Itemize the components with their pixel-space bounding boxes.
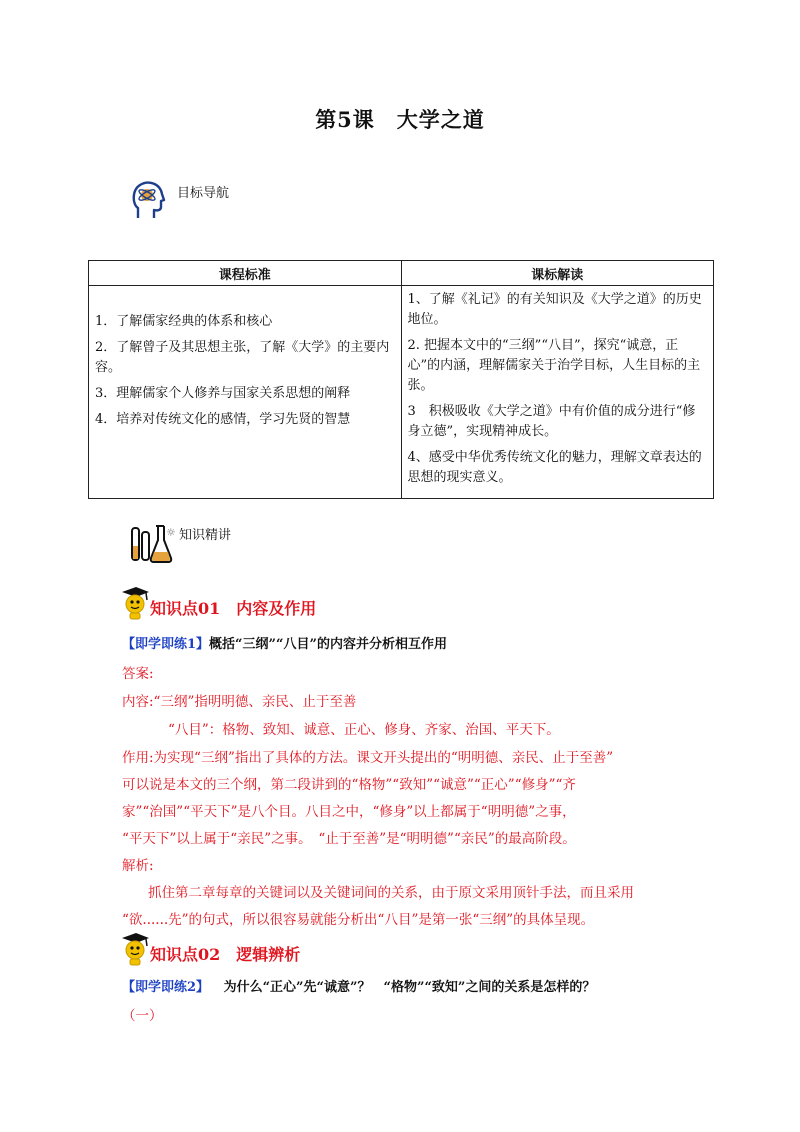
scholar-mascot-icon: [120, 932, 150, 966]
scholar-mascot-icon: [120, 586, 150, 620]
knowledge-point-1-title: 知识点01 内容及作用: [150, 599, 317, 618]
standard-item: 1．了解儒家经典的体系和核心: [95, 314, 273, 329]
drill-1-question: 概括“三纲”“八目”的内容并分析相互作用: [209, 637, 447, 652]
knowledge-label: 知识精讲: [179, 528, 232, 543]
standard-item: 3．理解儒家个人修养与国家关系思想的阐释: [95, 386, 351, 401]
page-title: 第5课 大学之道: [315, 107, 485, 132]
standard-item: 2．了解曾子及其思想主张，了解《大学》的主要内容。: [95, 340, 390, 375]
answer-line: 可以说是本文的三个纲，第二段讲到的“格物”“致知”“诚意”“正心”“修身”“齐: [122, 777, 576, 793]
answer-line: “平天下”以上属于“亲民”之事。 “止于至善”是“明明德”“亲民”的最高阶段。: [122, 831, 576, 847]
interpretation-item: 4、感受中华优秀传统文化的魅力，理解文章表达的思想的现实意义。: [407, 450, 702, 485]
drill-1-tag: 【即学即练1】: [122, 637, 210, 652]
answer-line: 家”“治国”“平天下”是八个目。八目之中，“修身”以上都属于“明明德”之事，: [122, 804, 576, 820]
knowledge-point-2-title: 知识点02 逻辑辨析: [150, 945, 301, 964]
brain-head-icon: [130, 180, 166, 220]
curriculum-table: [88, 260, 714, 499]
analysis-line: 抓住第二章每章的关键词以及关键词间的关系，由于原文采用顶针手法，而且采用: [148, 885, 634, 901]
drill-1: [122, 633, 447, 652]
interpretation-cell: [401, 286, 714, 499]
interpretation-item: 1、了解《礼记》的有关知识及《大学之道》的历史地位。: [407, 292, 702, 327]
drill-2-question: 为什么“正心”先“诚意”？ “格物”“致知”之间的关系是怎样的？: [223, 980, 596, 995]
table-header-interpretation: 课标解读: [401, 261, 714, 286]
analysis-line: “欲......先”的句式，所以很容易就能分析出“八目”是第一张“三纲”的具体呈现。: [122, 912, 595, 928]
answer-line: “八目”：格物、致知、诚意、正心、修身、齐家、治国、平天下。: [168, 722, 560, 738]
interpretation-item: 2. 把握本文中的“三纲”“八目”，探究“诚意，正心”的内涵，理解儒家关于治学目标，人生目标的主张。: [407, 338, 701, 393]
answer-label: 答案:: [122, 666, 154, 682]
sub-section-marker: （一）: [122, 1008, 163, 1024]
drill-2: [122, 976, 595, 995]
standard-cell: [89, 286, 402, 499]
target-nav-label: 目标导航: [177, 186, 230, 201]
answer-line: 内容:“三纲”指明明德、亲民、止于至善: [122, 694, 357, 710]
table-header-standard: 课程标准: [89, 261, 402, 286]
interpretation-item: 3 积极吸收《大学之道》中有价值的成分进行“修身立德”，实现精神成长。: [407, 404, 696, 439]
standard-item: 4．培养对传统文化的感情，学习先贤的智慧: [95, 412, 351, 427]
analysis-label: 解析:: [122, 858, 154, 874]
sun-icon: ☼: [166, 526, 176, 539]
drill-2-tag: 【即学即练2】: [122, 980, 210, 995]
answer-line: 作用:为实现“三纲”指出了具体的方法。课文开头提出的“明明德、亲民、止于至善”: [122, 750, 614, 766]
